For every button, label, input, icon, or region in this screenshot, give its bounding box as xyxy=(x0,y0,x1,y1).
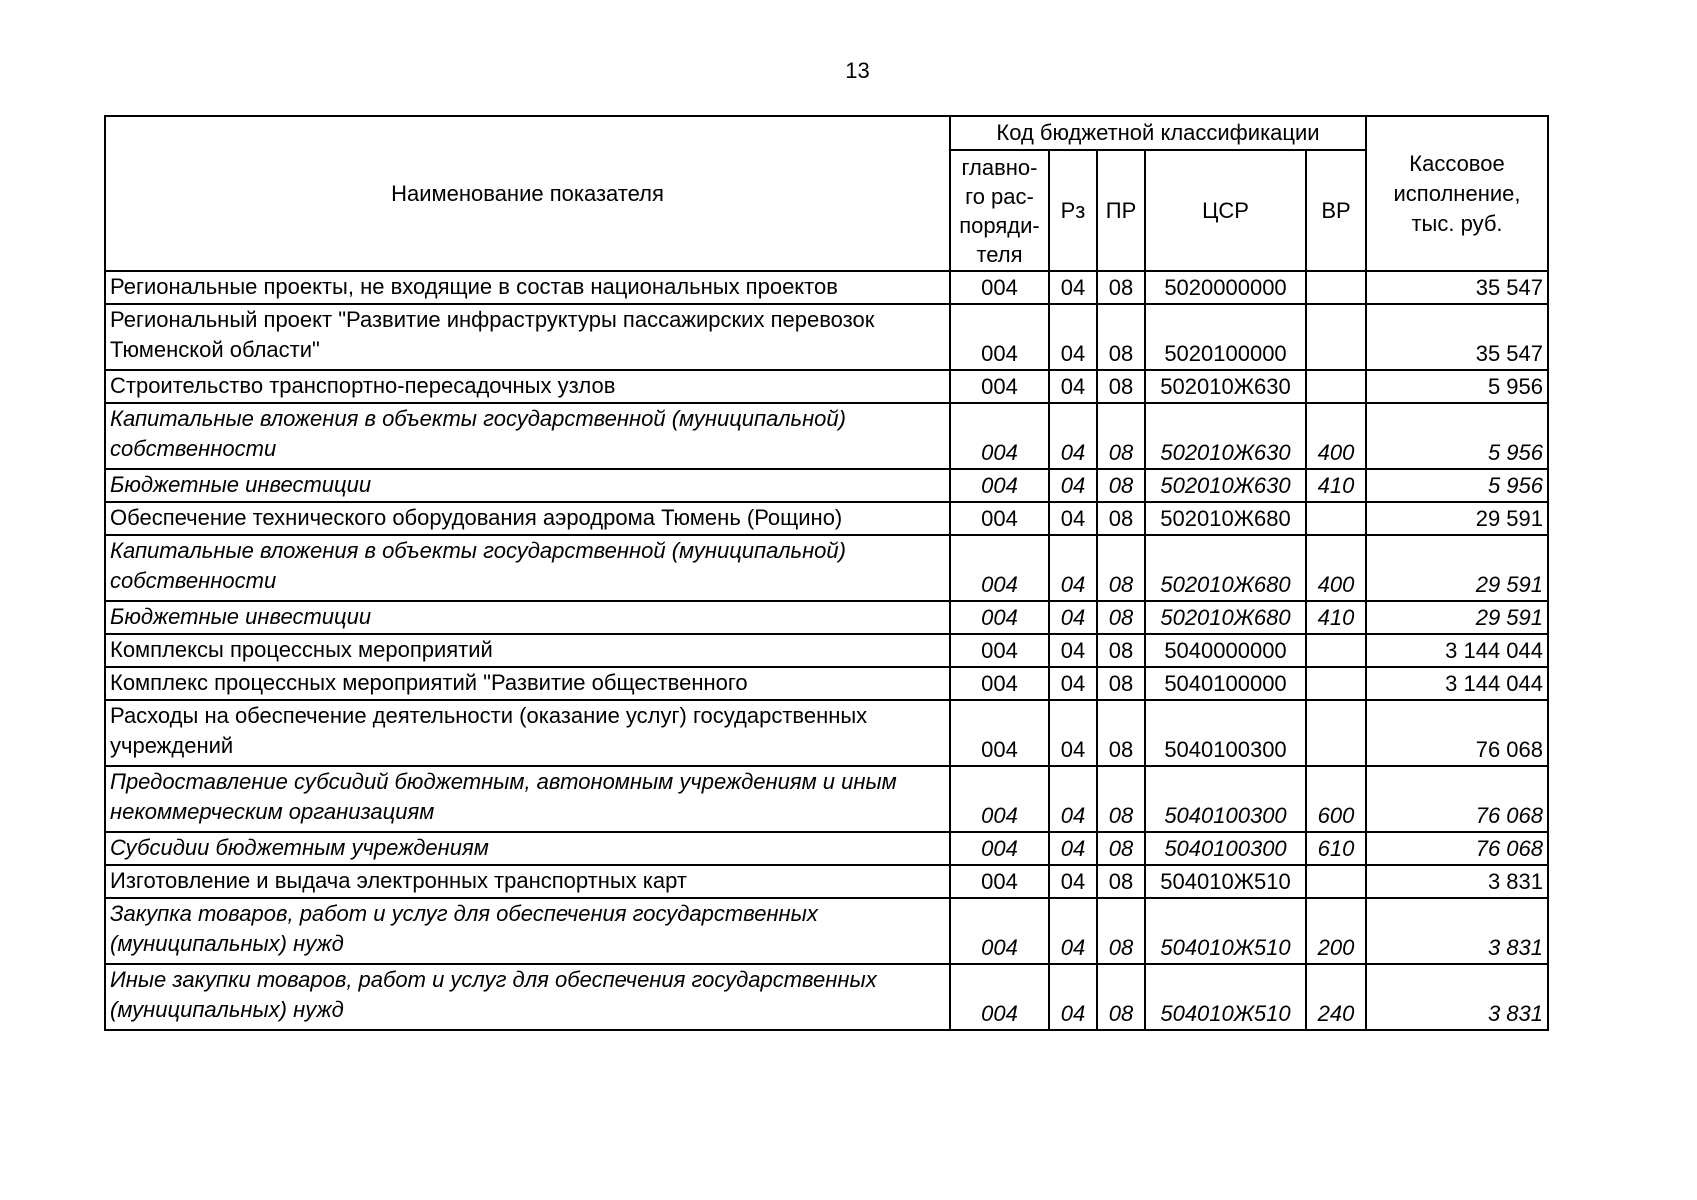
header-vr: ВР xyxy=(1306,150,1366,271)
row-gr: 004 xyxy=(950,832,1049,865)
header-main-manager: главно- го рас- поряди- теля xyxy=(950,150,1049,271)
table-row xyxy=(105,865,1548,898)
row-pr: 08 xyxy=(1097,535,1145,601)
row-gr: 004 xyxy=(950,865,1049,898)
row-rz: 04 xyxy=(1049,964,1097,1030)
row-amount: 35 547 xyxy=(1366,271,1548,304)
row-amount: 5 956 xyxy=(1366,370,1548,403)
row-vr xyxy=(1306,700,1366,766)
row-vr xyxy=(1306,667,1366,700)
table-row xyxy=(105,601,1548,634)
row-csr: 5040100300 xyxy=(1145,832,1306,865)
row-pr: 08 xyxy=(1097,304,1145,370)
row-amount: 29 591 xyxy=(1366,601,1548,634)
table-row xyxy=(105,634,1548,667)
row-csr: 502010Ж680 xyxy=(1145,535,1306,601)
row-name: Региональные проекты, не входящие в состав национальных проектов xyxy=(105,271,950,304)
row-csr: 504010Ж510 xyxy=(1145,964,1306,1030)
row-name: Закупка товаров, работ и услуг для обеспечения государственных (муниципальных) нужд xyxy=(105,898,950,964)
row-amount: 76 068 xyxy=(1366,700,1548,766)
header-amount: Кассовое исполнение, тыс. руб. xyxy=(1366,116,1548,271)
row-name: Расходы на обеспечение деятельности (оказание услуг) государственных учреждений xyxy=(105,700,950,766)
row-name: Бюджетные инвестиции xyxy=(105,469,950,502)
row-pr: 08 xyxy=(1097,469,1145,502)
row-csr: 5040000000 xyxy=(1145,634,1306,667)
row-vr xyxy=(1306,502,1366,535)
row-name: Изготовление и выдача электронных транспортных карт xyxy=(105,865,950,898)
row-gr: 004 xyxy=(950,403,1049,469)
row-vr: 410 xyxy=(1306,469,1366,502)
row-pr: 08 xyxy=(1097,403,1145,469)
row-name: Комплексы процессных мероприятий xyxy=(105,634,950,667)
budget-table xyxy=(104,115,1549,1031)
row-rz: 04 xyxy=(1049,271,1097,304)
row-amount: 3 831 xyxy=(1366,898,1548,964)
row-name: Капитальные вложения в объекты государственной (муниципальной) собственности xyxy=(105,535,950,601)
row-name: Региональный проект "Развитие инфраструктуры пассажирских перевозок Тюменской области" xyxy=(105,304,950,370)
row-name: Капитальные вложения в объекты государственной (муниципальной) собственности xyxy=(105,403,950,469)
table-row xyxy=(105,271,1548,304)
row-csr: 502010Ж630 xyxy=(1145,403,1306,469)
row-pr: 08 xyxy=(1097,766,1145,832)
row-pr: 08 xyxy=(1097,601,1145,634)
row-gr: 004 xyxy=(950,370,1049,403)
row-gr: 004 xyxy=(950,601,1049,634)
table-row xyxy=(105,667,1548,700)
row-csr: 5040100300 xyxy=(1145,766,1306,832)
row-vr: 240 xyxy=(1306,964,1366,1030)
header-code-group: Код бюджетной классификации xyxy=(950,116,1366,150)
row-name: Обеспечение технического оборудования аэродрома Тюмень (Рощино) xyxy=(105,502,950,535)
row-amount: 76 068 xyxy=(1366,832,1548,865)
table-row xyxy=(105,766,1548,832)
row-vr: 600 xyxy=(1306,766,1366,832)
row-amount: 3 144 044 xyxy=(1366,634,1548,667)
header-rz: Рз xyxy=(1049,150,1097,271)
table-row xyxy=(105,964,1548,1030)
row-rz: 04 xyxy=(1049,766,1097,832)
row-pr: 08 xyxy=(1097,271,1145,304)
row-vr xyxy=(1306,304,1366,370)
row-pr: 08 xyxy=(1097,634,1145,667)
row-gr: 004 xyxy=(950,304,1049,370)
row-gr: 004 xyxy=(950,964,1049,1030)
row-pr: 08 xyxy=(1097,370,1145,403)
row-vr: 400 xyxy=(1306,403,1366,469)
table-row xyxy=(105,700,1548,766)
row-rz: 04 xyxy=(1049,370,1097,403)
row-vr xyxy=(1306,634,1366,667)
row-amount: 76 068 xyxy=(1366,766,1548,832)
row-rz: 04 xyxy=(1049,634,1097,667)
row-pr: 08 xyxy=(1097,865,1145,898)
table-row xyxy=(105,403,1548,469)
row-csr: 502010Ж630 xyxy=(1145,370,1306,403)
row-csr: 502010Ж680 xyxy=(1145,502,1306,535)
row-csr: 5020000000 xyxy=(1145,271,1306,304)
row-rz: 04 xyxy=(1049,832,1097,865)
row-amount: 29 591 xyxy=(1366,535,1548,601)
row-csr: 5040100300 xyxy=(1145,700,1306,766)
row-pr: 08 xyxy=(1097,502,1145,535)
row-vr: 610 xyxy=(1306,832,1366,865)
row-pr: 08 xyxy=(1097,667,1145,700)
header-name: Наименование показателя xyxy=(105,116,950,271)
row-name: Субсидии бюджетным учреждениям xyxy=(105,832,950,865)
row-csr: 5020100000 xyxy=(1145,304,1306,370)
row-csr: 502010Ж680 xyxy=(1145,601,1306,634)
row-gr: 004 xyxy=(950,766,1049,832)
row-gr: 004 xyxy=(950,634,1049,667)
table-row xyxy=(105,898,1548,964)
row-rz: 04 xyxy=(1049,502,1097,535)
row-rz: 04 xyxy=(1049,700,1097,766)
row-rz: 04 xyxy=(1049,898,1097,964)
row-csr: 5040100000 xyxy=(1145,667,1306,700)
row-rz: 04 xyxy=(1049,865,1097,898)
row-amount: 35 547 xyxy=(1366,304,1548,370)
row-gr: 004 xyxy=(950,535,1049,601)
row-name: Предоставление субсидий бюджетным, автономным учреждениям и иным некоммерческим организациям xyxy=(105,766,950,832)
row-name: Бюджетные инвестиции xyxy=(105,601,950,634)
row-amount: 3 831 xyxy=(1366,865,1548,898)
row-amount: 5 956 xyxy=(1366,403,1548,469)
row-csr: 504010Ж510 xyxy=(1145,898,1306,964)
row-amount: 29 591 xyxy=(1366,502,1548,535)
row-vr xyxy=(1306,865,1366,898)
row-csr: 504010Ж510 xyxy=(1145,865,1306,898)
row-name: Иные закупки товаров, работ и услуг для обеспечения государственных (муниципальных) нужд xyxy=(105,964,950,1030)
row-rz: 04 xyxy=(1049,535,1097,601)
table-row xyxy=(105,535,1548,601)
header-csr: ЦСР xyxy=(1145,150,1306,271)
row-csr: 502010Ж630 xyxy=(1145,469,1306,502)
header-pr: ПР xyxy=(1097,150,1145,271)
row-pr: 08 xyxy=(1097,832,1145,865)
table-row xyxy=(105,304,1548,370)
row-vr xyxy=(1306,271,1366,304)
row-rz: 04 xyxy=(1049,667,1097,700)
row-amount: 5 956 xyxy=(1366,469,1548,502)
row-amount: 3 144 044 xyxy=(1366,667,1548,700)
row-rz: 04 xyxy=(1049,601,1097,634)
row-pr: 08 xyxy=(1097,700,1145,766)
row-vr xyxy=(1306,370,1366,403)
row-gr: 004 xyxy=(950,271,1049,304)
row-rz: 04 xyxy=(1049,469,1097,502)
row-name: Строительство транспортно-пересадочных узлов xyxy=(105,370,950,403)
table-row xyxy=(105,832,1548,865)
row-vr: 400 xyxy=(1306,535,1366,601)
row-gr: 004 xyxy=(950,700,1049,766)
row-gr: 004 xyxy=(950,667,1049,700)
table-row xyxy=(105,370,1548,403)
table-row xyxy=(105,469,1548,502)
row-vr: 200 xyxy=(1306,898,1366,964)
row-gr: 004 xyxy=(950,898,1049,964)
page-number: 13 xyxy=(845,58,870,83)
row-gr: 004 xyxy=(950,469,1049,502)
row-name: Комплекс процессных мероприятий "Развитие общественного xyxy=(105,667,950,700)
row-gr: 004 xyxy=(950,502,1049,535)
row-pr: 08 xyxy=(1097,964,1145,1030)
table-row xyxy=(105,502,1548,535)
row-rz: 04 xyxy=(1049,304,1097,370)
row-vr: 410 xyxy=(1306,601,1366,634)
row-rz: 04 xyxy=(1049,403,1097,469)
row-amount: 3 831 xyxy=(1366,964,1548,1030)
row-pr: 08 xyxy=(1097,898,1145,964)
